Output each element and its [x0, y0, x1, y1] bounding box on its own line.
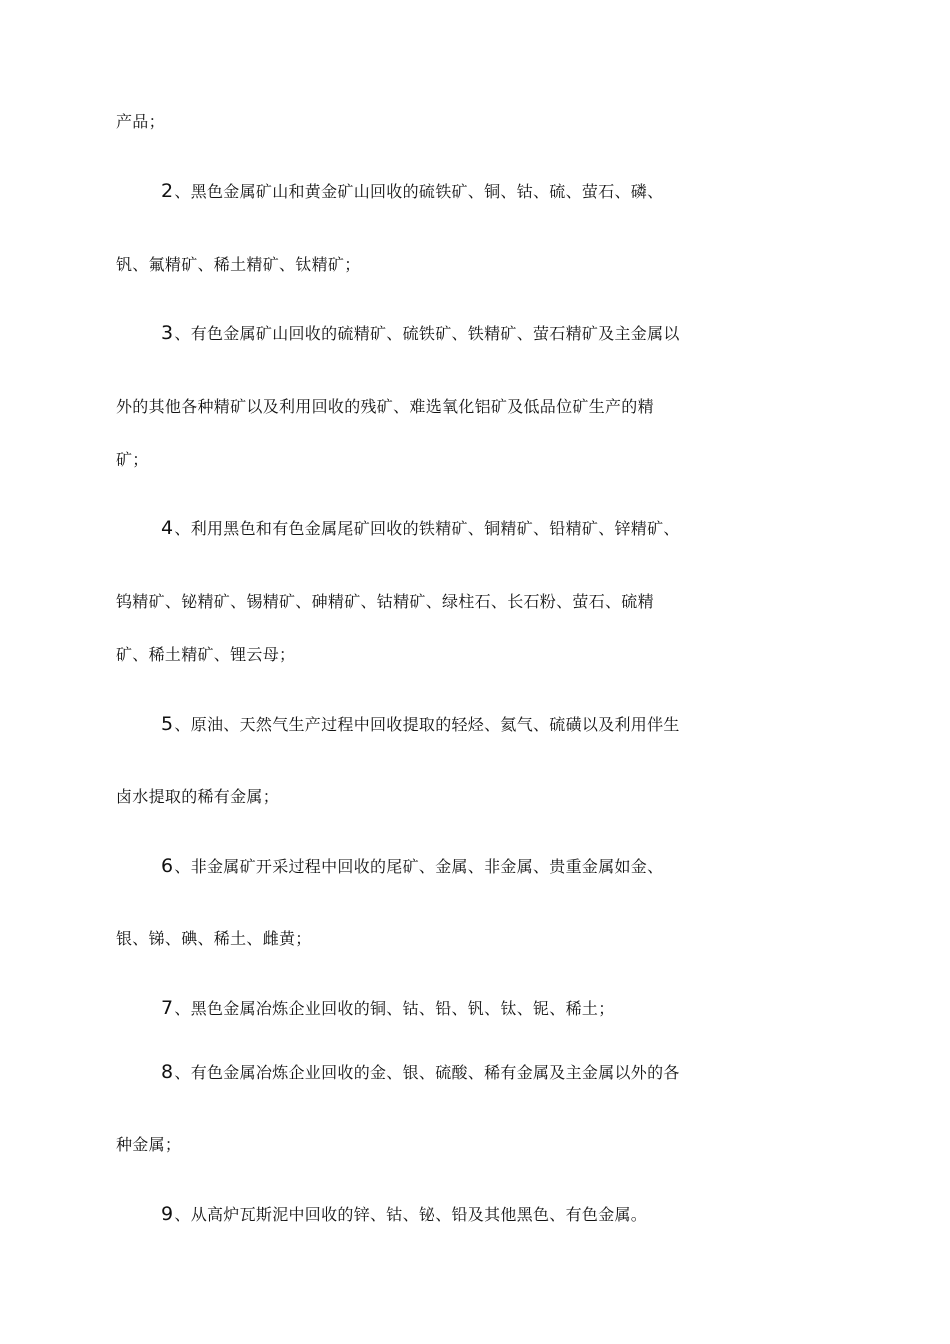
item-number: 3 — [161, 322, 174, 344]
text-line — [116, 785, 279, 809]
item-number: 4 — [161, 517, 174, 539]
text-line — [116, 110, 165, 134]
line-text: 、非金属矿开采过程中回收的尾矿、金属、非金属、贵重金属如金、 — [174, 857, 664, 876]
item-number: 6 — [161, 855, 174, 877]
item-number: 8 — [161, 1061, 174, 1083]
item-number: 9 — [161, 1203, 174, 1225]
line-text: 、利用黑色和有色金属尾矿回收的铁精矿、铜精矿、铅精矿、锌精矿、 — [174, 519, 680, 538]
item-number: 5 — [161, 713, 174, 735]
line-text: 卤水提取的稀有金属； — [116, 787, 280, 806]
line-text: 、有色金属冶炼企业回收的金、银、硫酸、稀有金属及主金属以外的各 — [174, 1063, 680, 1082]
text-line — [116, 927, 312, 951]
list-item-4 — [161, 516, 680, 541]
text-line — [116, 253, 361, 277]
list-item-9 — [161, 1202, 647, 1227]
item-number: 7 — [161, 997, 174, 1019]
line-text: 、从高炉瓦斯泥中回收的锌、钴、铋、铅及其他黑色、有色金属。 — [174, 1205, 648, 1224]
list-item-7 — [161, 996, 615, 1021]
line-text: 矿、稀土精矿、锂云母； — [116, 645, 296, 664]
line-text: 银、锑、碘、稀土、雌黄； — [116, 929, 312, 948]
list-item-8 — [161, 1060, 680, 1085]
text-line — [116, 448, 149, 472]
text-line — [116, 395, 654, 419]
list-item-6 — [161, 854, 663, 879]
line-text: 、黑色金属矿山和黄金矿山回收的硫铁矿、铜、钴、硫、萤石、磷、 — [174, 182, 664, 201]
line-text: 、原油、天然气生产过程中回收提取的轻烃、氦气、硫磺以及利用伴生 — [174, 715, 680, 734]
line-text: 种金属； — [116, 1135, 182, 1154]
line-text: 钨精矿、铋精矿、锡精矿、砷精矿、钴精矿、绿柱石、长石粉、萤石、硫精 — [116, 592, 654, 611]
text-line — [116, 643, 295, 667]
line-text: 产品； — [116, 112, 165, 131]
list-item-2 — [161, 179, 663, 204]
list-item-5 — [161, 712, 680, 737]
item-number: 2 — [161, 180, 174, 202]
text-line — [116, 590, 654, 614]
text-line — [116, 1133, 181, 1157]
line-text: 、黑色金属冶炼企业回收的铜、钴、铅、钒、钛、铌、稀土； — [174, 999, 615, 1018]
line-text: 钒、氟精矿、稀土精矿、钛精矿； — [116, 255, 361, 274]
line-text: 矿； — [116, 450, 149, 469]
line-text: 、有色金属矿山回收的硫精矿、硫铁矿、铁精矿、萤石精矿及主金属以 — [174, 324, 680, 343]
list-item-3 — [161, 321, 680, 346]
line-text: 外的其他各种精矿以及利用回收的残矿、难选氧化铝矿及低品位矿生产的精 — [116, 397, 654, 416]
